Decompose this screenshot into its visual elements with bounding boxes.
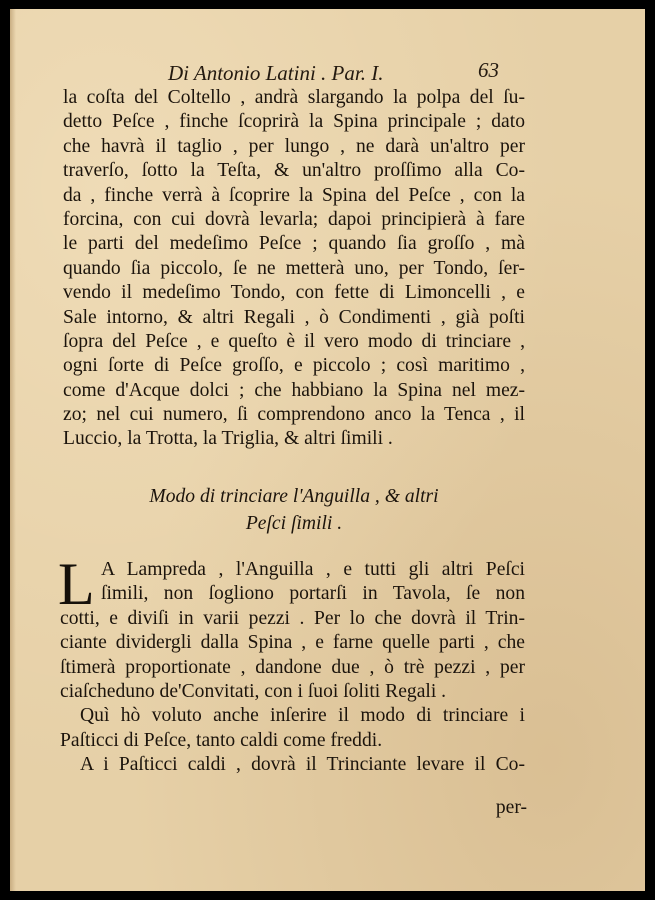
text-line: da , finche verrà à ſcoprire la Spina del Peſce , con la	[63, 184, 525, 206]
catchword: per-	[495, 797, 527, 818]
paragraph-1	[63, 86, 525, 452]
text-line: A Lampreda , l'Anguilla , e tutti gli altri Peſci	[101, 559, 525, 580]
text-line: ſtimerà proportionate , dandone due , ò trè pezzi , per	[60, 656, 525, 678]
text-line: ſopra del Peſce , e queſto è il vero modo di trinciare ,	[63, 330, 525, 352]
text-line: ciante dividergli dalla Spina , e farne quelle parti , che	[60, 632, 525, 654]
page-gutter-shadow	[10, 9, 16, 891]
section-heading	[63, 483, 525, 537]
running-header	[168, 58, 528, 88]
text-line: Sale intorno, & altri Regali , ò Condimenti , già poſti	[63, 306, 525, 328]
section-heading-line: Modo di trinciare l'Anguilla , & altri	[149, 486, 439, 507]
text-line: forcina, con cui dovrà levarla; dapoi principierà à fare	[63, 208, 525, 230]
section-heading-line: Peſci ſimili .	[245, 513, 343, 534]
text-line: come d'Acque dolci ; che habbiano la Spina nel mez-	[63, 379, 525, 401]
paragraph-2	[58, 551, 525, 778]
text-line: A i Paſticci caldi , dovrà il Trinciante levare il Co-	[80, 754, 525, 776]
text-line: detto Peſce , finche ſcoprirà la Spina principale ; dato	[63, 111, 525, 133]
drop-cap: L	[58, 551, 95, 617]
text-line: ogni ſorte di Peſce groſſo, e piccolo ; così maritimo ,	[63, 355, 525, 377]
text-line: ſimili, non ſogliono portarſi in Tavola, ſe non	[101, 583, 525, 605]
text-line: Luccio, la Trotta, la Triglia, & altri ſimili .	[63, 428, 393, 450]
text-line: zo; nel cui numero, ſi comprendono anco la Tenca , il	[63, 404, 525, 426]
text-line: le parti del medeſimo Peſce ; quando ſia groſſo , mà	[63, 233, 525, 255]
text-line: cotti, e diviſi in varii pezzi . Per lo che dovrà il Trin-	[60, 607, 525, 629]
text-line: vendo il medeſimo Tondo, con fette di Limoncelli , e	[63, 282, 525, 304]
running-title: Di Antonio Latini . Par. I.	[168, 61, 384, 85]
text-line: traverſo, ſotto la Teſta, & un'altro proſſimo alla Co-	[63, 160, 525, 182]
page-number: 63	[478, 58, 499, 82]
text-line: che havrà il taglio , per lungo , ne darà un'altro per	[63, 135, 525, 157]
text-line: la coſta del Coltello , andrà slargando la polpa del ſu-	[63, 87, 525, 108]
text-line: quando ſia piccolo, ſe ne metterà uno, per Tondo, ſer-	[63, 257, 525, 279]
text-line: Quì hò voluto anche inſerire il modo di trinciare i	[80, 705, 525, 727]
text-line: Paſticci di Peſce, tanto caldi come freddi.	[60, 729, 383, 751]
text-line: ciaſcheduno de'Convitati, con i ſuoi ſoliti Regali .	[60, 680, 447, 702]
